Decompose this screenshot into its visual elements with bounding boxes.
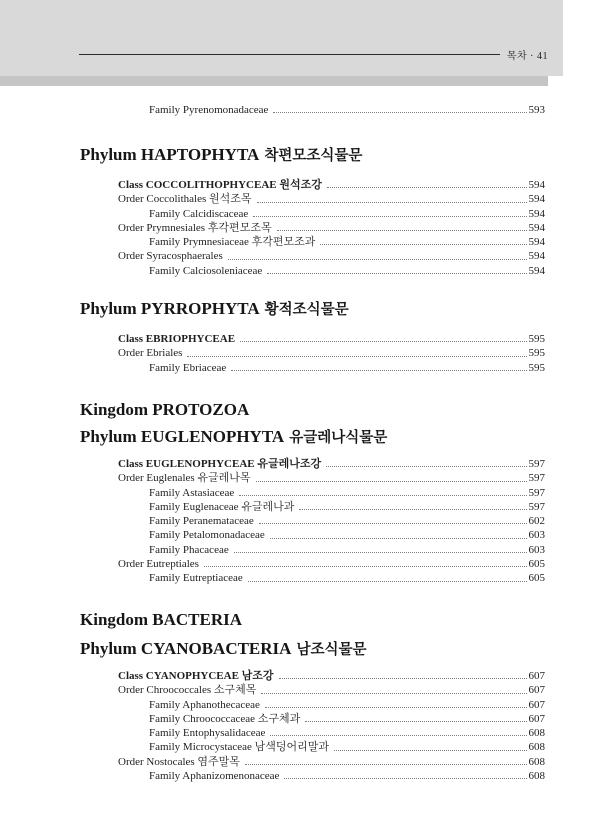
toc-entry [80, 755, 545, 769]
header-rule-line [79, 54, 500, 55]
dot-leader [187, 346, 526, 356]
toc-entry-label: Family Chroococcaceae 소구체과 [149, 712, 301, 725]
toc-entry [80, 514, 545, 528]
dot-leader [204, 557, 527, 567]
section-bacteria [80, 608, 545, 783]
dot-leader [284, 769, 526, 779]
toc-entry-page: 608 [528, 770, 545, 783]
toc-entry-page: 603 [528, 529, 545, 542]
phylum-heading-korean: 남조식물문 [296, 642, 367, 658]
dot-leader [234, 543, 527, 553]
toc-entry [80, 683, 545, 697]
toc-entry-page: 594 [528, 221, 545, 234]
phylum-heading-latin: Phylum HAPTOPHYTA [80, 145, 260, 164]
toc-entry [80, 500, 545, 514]
toc-entry-label: Family Peranemataceae [149, 515, 254, 528]
toc-entry [80, 178, 545, 192]
toc-entry [80, 471, 545, 485]
toc-entry [80, 557, 545, 571]
toc-entry [80, 528, 545, 542]
toc-entry-label: Class CYANOPHYCEAE 남조강 [118, 670, 274, 682]
toc-entry-label: Family Ebriaceae [149, 361, 227, 374]
dot-leader [327, 178, 527, 188]
toc-entry-label: Family Prymnesiaceae 후각편모조과 [149, 236, 316, 249]
toc-entry-page: 603 [528, 543, 545, 556]
section-protozoa [80, 398, 545, 586]
dot-leader [267, 264, 526, 274]
toc-entry [80, 249, 545, 263]
toc-entry-label: Class EBRIOPHYCEAE [118, 333, 236, 345]
toc-entry-label: Order Prymnesiales 후각편모조목 [118, 221, 272, 234]
kingdom-heading: Kingdom PROTOZOA [80, 400, 250, 419]
entry-list [80, 669, 545, 783]
toc-entry-label: Order Coccolithales 원석조목 [118, 193, 252, 206]
phylum-heading-korean: 황적조식물문 [264, 302, 349, 318]
toc-entry-label: Order Chroococcales 소구체목 [118, 684, 257, 697]
entry-list [80, 178, 545, 278]
section-pyrrophyta [80, 297, 545, 375]
dot-leader [245, 755, 527, 765]
dot-leader [239, 486, 526, 496]
toc-entry [80, 235, 545, 249]
toc-entry-label: Class COCCOLITHOPHYCEAE 원석조강 [118, 179, 322, 191]
dot-leader [228, 249, 527, 259]
toc-entry-label: Class EUGLENOPHYCEAE 유글레나조강 [118, 458, 322, 470]
toc-entry-label: Family Entophysalidaceae [149, 727, 266, 740]
toc-entry-page: 607 [528, 698, 545, 711]
dot-leader [240, 332, 526, 342]
toc-entry-page: 594 [528, 236, 545, 249]
running-header [79, 47, 548, 62]
phylum-heading-latin: Phylum EUGLENOPHYTA [80, 427, 285, 446]
dot-leader [253, 207, 526, 217]
toc-entry-label: Family Phacaceae [149, 543, 229, 556]
toc-entry [80, 712, 545, 726]
dot-leader [305, 712, 526, 722]
toc-entry-page: 597 [528, 486, 545, 499]
dot-leader [320, 235, 526, 245]
toc-entry-label: Family Aphanizomenonaceae [149, 770, 280, 783]
dot-leader [279, 669, 527, 679]
toc-entry-page: 605 [528, 558, 545, 571]
toc-entry [80, 346, 545, 360]
phylum-heading [80, 637, 545, 662]
toc-entry-label: Family Aphanothecaceae [149, 698, 260, 711]
toc-entry-page: 597 [528, 472, 545, 485]
dot-leader [261, 683, 526, 693]
toc-entry-label: Family Euglenaceae 유글레나과 [149, 500, 295, 513]
toc-entry-page: 605 [528, 572, 545, 585]
phylum-heading [80, 143, 545, 168]
toc-entry [80, 207, 545, 221]
phylum-heading-korean: 착편모조식물문 [264, 148, 363, 164]
toc-entry-page: 608 [528, 727, 545, 740]
toc-entry-page: 595 [528, 347, 545, 360]
toc-entry-label: Family Petalomonadaceae [149, 529, 265, 542]
dot-leader [257, 192, 527, 202]
toc-entry [80, 103, 545, 117]
toc-entry-page: 594 [528, 250, 545, 263]
header-band [0, 0, 563, 76]
toc-entry-page: 607 [528, 712, 545, 725]
dot-leader [299, 500, 526, 510]
phylum-heading [80, 297, 545, 322]
toc-entry [80, 457, 545, 471]
toc-entry-label: Family Calciosoleniaceae [149, 264, 263, 277]
dot-leader [265, 698, 527, 708]
toc-entry-page: 597 [528, 458, 545, 470]
dot-leader [256, 471, 527, 481]
intro-entries [80, 103, 545, 117]
toc-entry-page: 607 [528, 684, 545, 697]
dot-leader [231, 361, 526, 371]
toc-entry-page: 608 [528, 755, 545, 768]
toc-entry [80, 726, 545, 740]
dot-leader [273, 103, 526, 113]
phylum-heading-latin: Phylum CYANOBACTERIA [80, 639, 292, 658]
kingdom-heading: Kingdom BACTERIA [80, 610, 243, 629]
toc-entry-label: Order Euglenales 유글레나목 [118, 472, 251, 485]
entry-list [80, 332, 545, 375]
toc-entry [80, 192, 545, 206]
phylum-heading [80, 425, 545, 450]
dot-leader [277, 221, 527, 231]
dot-leader [334, 740, 526, 750]
toc-entry-page: 595 [528, 333, 545, 345]
toc-entry [80, 264, 545, 278]
section-haptophyta [80, 143, 545, 278]
phylum-heading-latin: Phylum PYRROPHYTA [80, 299, 260, 318]
toc-entry-label: Family Microcystaceae 남색덩어리말과 [149, 741, 330, 754]
toc-entry-label: Family Astasiaceae [149, 486, 235, 499]
toc-entry-label: Order Ebriales [118, 347, 183, 360]
toc-entry-page: 593 [528, 104, 545, 116]
toc-entry-label: Family Eutreptiaceae [149, 572, 243, 585]
dot-leader [326, 457, 526, 467]
toc-entry [80, 571, 545, 585]
toc-entry-page: 594 [528, 207, 545, 220]
toc-entry-page: 594 [528, 193, 545, 206]
toc-entry-label: Family Calcidiscaceae [149, 207, 249, 220]
toc-entry-label: Order Syracosphaerales [118, 250, 223, 263]
dot-leader [259, 514, 527, 524]
toc-entry [80, 332, 545, 346]
toc-entry [80, 740, 545, 754]
dot-leader [270, 726, 526, 736]
toc-entry-label: Order Nostocales 염주말목 [118, 755, 240, 768]
toc-entry [80, 543, 545, 557]
running-header-label: 목차 · 41 [506, 51, 548, 62]
dot-leader [248, 571, 527, 581]
toc-entry-page: 594 [528, 179, 545, 191]
toc-entry-page: 607 [528, 670, 545, 682]
toc-entry-page: 602 [528, 515, 545, 528]
toc-entry [80, 769, 545, 783]
toc-entry [80, 669, 545, 683]
entry-list [80, 457, 545, 586]
toc-entry-page: 594 [528, 264, 545, 277]
dot-leader [270, 528, 527, 538]
toc-entry [80, 698, 545, 712]
toc-entry [80, 361, 545, 375]
toc-entry-page: 608 [528, 741, 545, 754]
header-band-shadow [0, 76, 548, 86]
toc-entry-page: 595 [528, 361, 545, 374]
toc-entry-label: Order Eutreptiales [118, 558, 199, 571]
toc-entry [80, 221, 545, 235]
toc-entry [80, 486, 545, 500]
phylum-heading-korean: 유글레나식물문 [289, 430, 388, 446]
toc-entry-label: Family Pyrenomonadaceae [149, 104, 269, 116]
toc-entry-page: 597 [528, 500, 545, 513]
